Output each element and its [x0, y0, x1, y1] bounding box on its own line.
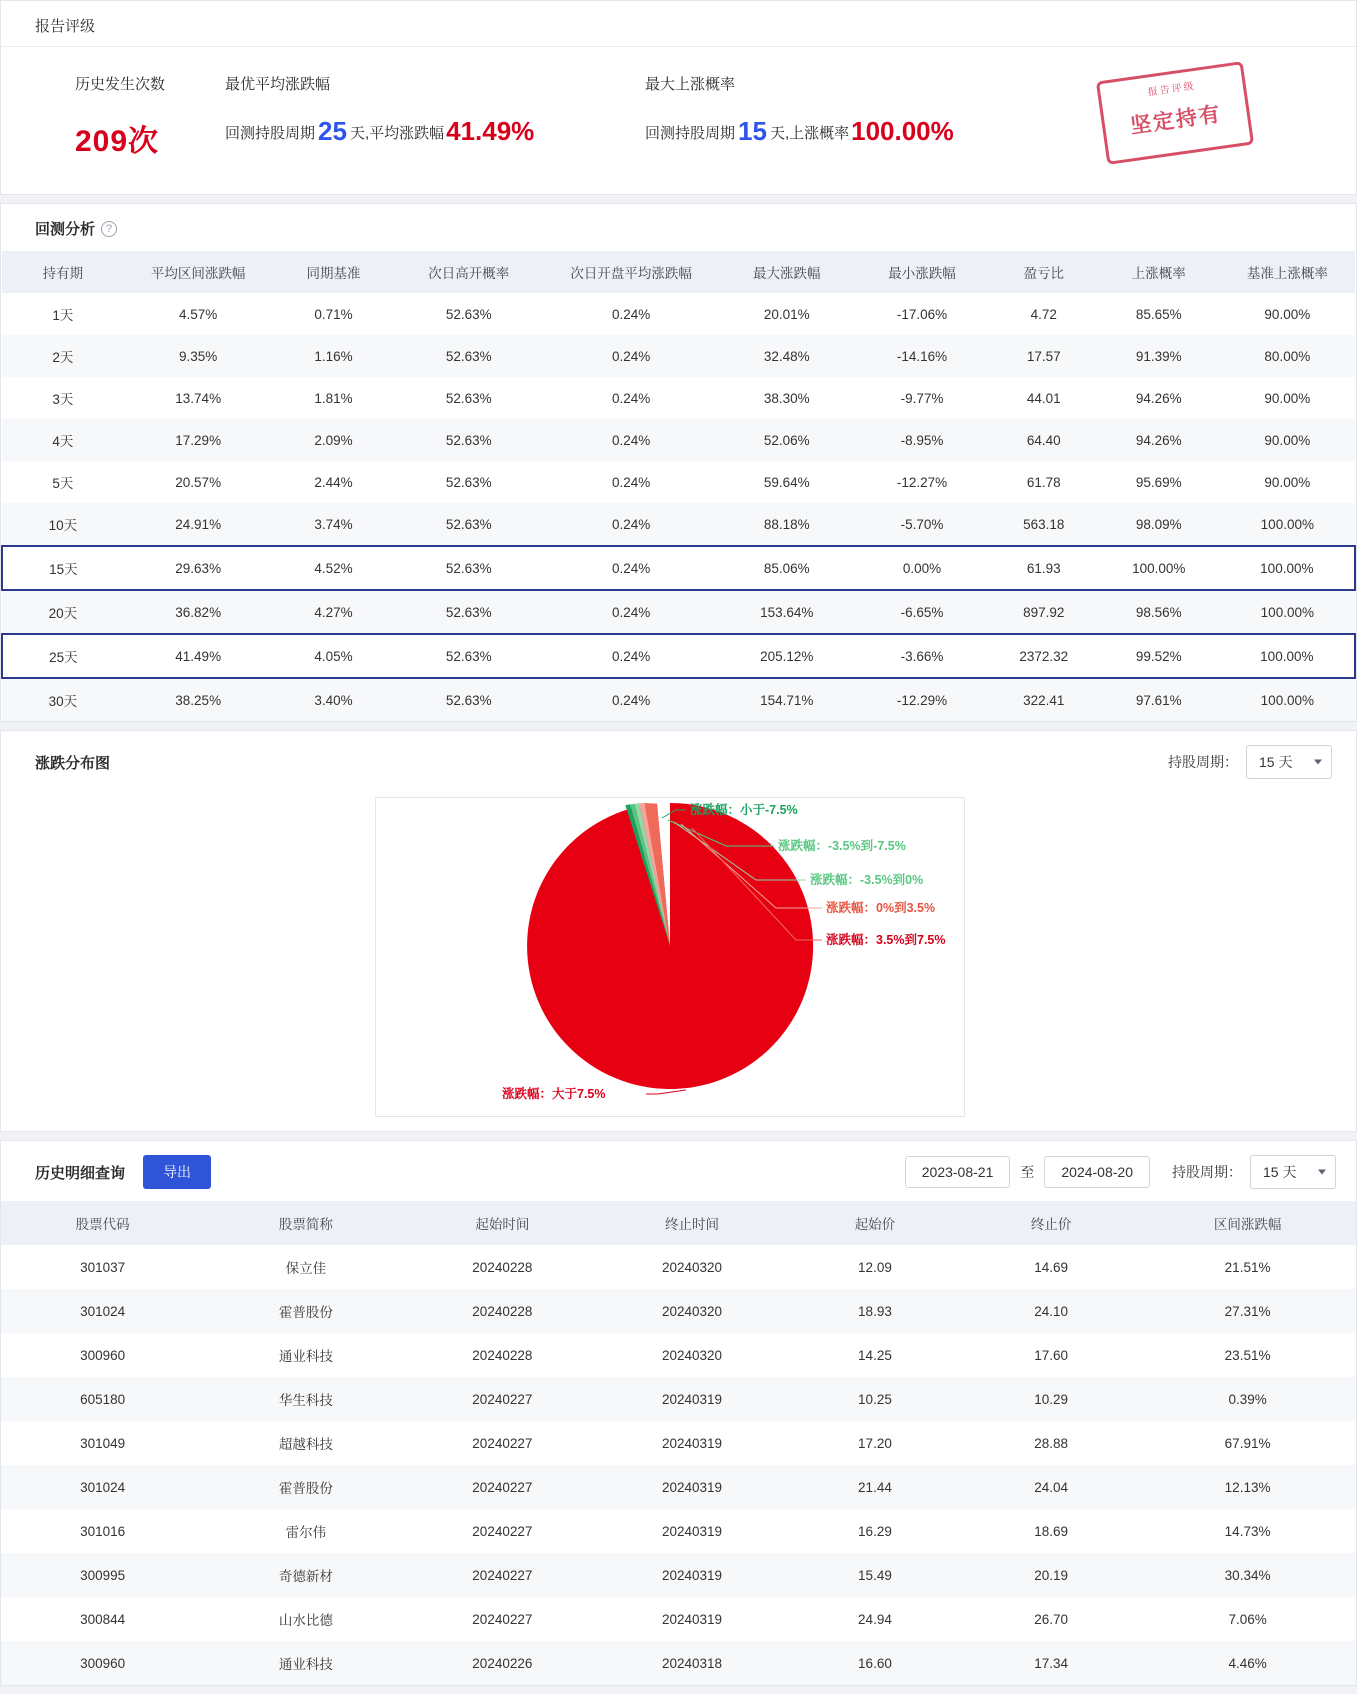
history-cell-end-date: 20240319: [661, 1479, 723, 1495]
backtest-cell: 2.09%: [314, 432, 353, 448]
col-next-day-gap-prob: 次日高开概率: [394, 251, 543, 293]
col-end-price: 终止价: [963, 1201, 1139, 1245]
backtest-cell: 98.56%: [1135, 604, 1182, 620]
pie-label-1: 涨跌幅：-3.5%到-7.5%: [778, 839, 906, 853]
backtest-cell: 0.24%: [611, 604, 651, 620]
date-separator: 至: [1020, 1164, 1035, 1180]
history-cell-start-date: 20240227: [472, 1567, 533, 1583]
history-period-select[interactable]: [1250, 1155, 1336, 1189]
history-cell-start-price: 16.60: [858, 1655, 892, 1671]
backtest-cell: [2, 634, 124, 678]
backtest-cell: 4.72: [1030, 306, 1057, 322]
col-start-date: 起始时间: [408, 1201, 598, 1245]
max-prob-days: 15: [738, 116, 767, 146]
backtest-cell: 100.00%: [1260, 516, 1314, 532]
history-cell-end-date: 20240318: [661, 1655, 723, 1671]
history-cell-stock-code: 300960: [80, 1347, 126, 1363]
history-cell-range-change: 7.06%: [1228, 1611, 1267, 1627]
backtest-cell: 85.06%: [719, 546, 854, 590]
backtest-cell: 95.69%: [1135, 474, 1182, 490]
col-start-price: 起始价: [787, 1201, 963, 1245]
max-prob-prefix: 回测持股周期: [645, 125, 736, 142]
table-row: [1, 1465, 1356, 1509]
history-cell-end-price: 17.60: [1034, 1347, 1068, 1363]
rating-stamp: [1101, 57, 1251, 169]
backtest-cell: 563.18: [1023, 516, 1065, 532]
backtest-cell: -5.70%: [900, 516, 944, 532]
table-row: [1, 1245, 1356, 1289]
backtest-cell: 59.64%: [763, 474, 810, 490]
table-row: [1, 1333, 1356, 1377]
backtest-cell: 90.00%: [1264, 432, 1311, 448]
backtest-cell: 44.01: [1026, 390, 1061, 406]
backtest-cell: 100.00%: [1260, 604, 1314, 620]
backtest-row: [2, 461, 1355, 503]
table-row: [1, 1377, 1356, 1421]
history-cell-start-date: 20240227: [472, 1611, 533, 1627]
backtest-row: [2, 678, 1355, 721]
history-cell-stock-name[interactable]: 山水比德: [278, 1613, 333, 1628]
distribution-period-control: [1168, 745, 1332, 779]
backtest-cell: 205.12%: [719, 634, 854, 678]
best-avg-days: 25: [318, 116, 347, 146]
col-up-prob: 上涨概率: [1098, 251, 1220, 293]
backtest-cell: 52.63%: [445, 432, 492, 448]
history-cell-range-change: 67.91%: [1224, 1435, 1271, 1451]
backtest-cell: 38.25%: [175, 692, 222, 708]
pie-label-2: 涨跌幅：-3.5%到0%: [810, 873, 924, 887]
history-table: [1, 1201, 1356, 1685]
rating-col-occurrences: [35, 73, 225, 160]
backtest-row: [2, 590, 1355, 634]
rating-body: [1, 47, 1356, 194]
history-cell-end-price: 18.69: [1034, 1523, 1068, 1539]
backtest-cell: 94.26%: [1135, 390, 1182, 406]
backtest-cell: 97.61%: [1135, 692, 1182, 708]
history-cell-range-change: 30.34%: [1224, 1567, 1271, 1583]
backtest-cell: -3.66%: [854, 634, 989, 678]
backtest-cell: 30天: [48, 694, 78, 709]
backtest-row: [2, 419, 1355, 461]
occurrences-label: 历史发生次数: [75, 76, 166, 93]
pie-chart-svg: [376, 798, 964, 1116]
backtest-cell: 0.24%: [611, 516, 651, 532]
backtest-cell: 4天: [52, 434, 74, 449]
history-table-body: [1, 1245, 1356, 1685]
history-cell-stock-name[interactable]: 通业科技: [278, 1657, 333, 1672]
history-cell-end-date: 20240319: [661, 1391, 723, 1407]
backtest-cell: -17.06%: [896, 306, 948, 322]
distribution-period-select[interactable]: [1246, 745, 1332, 779]
backtest-cell: 90.00%: [1264, 390, 1311, 406]
history-cell-end-date: 20240319: [661, 1523, 723, 1539]
backtest-cell: 0.24%: [543, 634, 719, 678]
history-period-control: [1172, 1155, 1336, 1189]
best-avg-pct: 41.49%: [446, 116, 535, 146]
backtest-cell: 52.63%: [394, 634, 543, 678]
backtest-cell: [2, 546, 124, 590]
distribution-period-value: 15 天: [1259, 754, 1293, 770]
rating-card: [0, 0, 1357, 195]
backtest-cell: 61.78: [1026, 474, 1061, 490]
backtest-cell: 52.63%: [445, 390, 492, 406]
history-cell-stock-code: 301016: [80, 1523, 126, 1539]
backtest-title-row: [1, 204, 1356, 251]
backtest-cell: 3天: [52, 392, 74, 407]
backtest-cell: 100.00%: [1098, 546, 1220, 590]
date-to-input[interactable]: 2024-08-20: [1044, 1156, 1150, 1188]
backtest-cell: 13.74%: [175, 390, 222, 406]
pie-label-5: 涨跌幅：大于7.5%: [502, 1087, 606, 1101]
history-cell-stock-name[interactable]: 保立佳: [285, 1261, 327, 1276]
pie-label-0: 涨跌幅：小于-7.5%: [690, 803, 798, 817]
backtest-cell: 52.63%: [445, 348, 492, 364]
history-cell-stock-name[interactable]: 霍普股份: [278, 1305, 333, 1320]
backtest-cell: 29.63%: [124, 546, 273, 590]
best-avg-label: 最优平均涨跌幅: [225, 76, 331, 93]
history-filters: [905, 1155, 1336, 1189]
history-cell-stock-name[interactable]: 超越科技: [278, 1437, 333, 1452]
backtest-cell: 0.24%: [611, 390, 651, 406]
history-period-value: 15 天: [1263, 1164, 1297, 1180]
backtest-cell: 38.30%: [763, 390, 810, 406]
history-cell-end-date: 20240319: [661, 1567, 723, 1583]
history-cell-end-price: 10.29: [1034, 1391, 1068, 1407]
history-cell-range-change: 23.51%: [1224, 1347, 1271, 1363]
history-cell-stock-code: 301049: [80, 1435, 126, 1451]
history-cell-stock-name[interactable]: 霍普股份: [278, 1481, 333, 1496]
history-cell-start-price: 12.09: [858, 1259, 892, 1275]
backtest-cell: 4.05%: [273, 634, 395, 678]
backtest-cell: 4.52%: [273, 546, 395, 590]
backtest-cell: 100.00%: [1220, 634, 1355, 678]
history-cell-end-price: 28.88: [1034, 1435, 1068, 1451]
distribution-chart: [375, 797, 965, 1117]
table-row: [1, 1597, 1356, 1641]
history-cell-stock-name[interactable]: 奇德新材: [278, 1569, 333, 1584]
chevron-down-icon: [1318, 1170, 1326, 1175]
col-next-day-open-avg: 次日开盘平均涨跌幅: [543, 251, 719, 293]
history-cell-range-change: 4.46%: [1228, 1655, 1267, 1671]
backtest-cell: 20.01%: [763, 306, 810, 322]
rating-col-best-avg: [225, 73, 645, 147]
col-benchmark-up-prob: 基准上涨概率: [1220, 251, 1355, 293]
history-cell-start-date: 20240228: [472, 1259, 533, 1275]
backtest-cell: 0.24%: [611, 692, 651, 708]
history-cell-start-date: 20240227: [472, 1479, 533, 1495]
backtest-cell: 90.00%: [1264, 306, 1311, 322]
backtest-cell: 100.00%: [1220, 546, 1355, 590]
backtest-cell: 61.93: [990, 546, 1098, 590]
backtest-cell: 0.24%: [611, 474, 651, 490]
history-card: [0, 1140, 1357, 1686]
distribution-title: 涨跌分布图: [35, 754, 111, 772]
backtest-cell: 20天: [48, 606, 78, 621]
backtest-cell: 0.00%: [854, 546, 989, 590]
history-cell-stock-code: 300995: [80, 1567, 126, 1583]
backtest-row: [2, 634, 1355, 678]
backtest-cell: 897.92: [1023, 604, 1065, 620]
backtest-header-row: [2, 251, 1355, 293]
backtest-row: [2, 503, 1355, 546]
backtest-cell: 1.16%: [314, 348, 353, 364]
max-prob-pct: 100.00%: [851, 116, 954, 146]
backtest-cell: 52.63%: [445, 474, 492, 490]
best-avg-mid: 天,平均涨跌幅: [349, 125, 445, 142]
history-cell-stock-code: 301024: [80, 1303, 126, 1319]
history-cell-range-change: 12.13%: [1224, 1479, 1271, 1495]
backtest-cell: 36.82%: [175, 604, 222, 620]
backtest-table: [1, 251, 1356, 721]
max-prob-line: [645, 116, 1055, 147]
backtest-cell: 2372.32: [990, 634, 1098, 678]
history-cell-range-change: 27.31%: [1224, 1303, 1271, 1319]
history-cell-stock-code: 300960: [80, 1655, 126, 1671]
backtest-cell: -12.27%: [896, 474, 948, 490]
history-header-row: [1, 1201, 1356, 1245]
rating-stamp-main: 坚定持有: [1128, 102, 1224, 139]
table-row: [1, 1509, 1356, 1553]
history-cell-end-price: 24.10: [1034, 1303, 1068, 1319]
backtest-cell: 1.81%: [314, 390, 353, 406]
distribution-header: [1, 731, 1356, 791]
backtest-cell: 0.24%: [611, 306, 651, 322]
history-cell-start-date: 20240227: [472, 1523, 533, 1539]
backtest-cell: 4.57%: [179, 306, 218, 322]
col-profit-loss-ratio: 盈亏比: [990, 251, 1098, 293]
history-cell-start-date: 20240227: [472, 1391, 533, 1407]
backtest-cell: 24.91%: [175, 516, 222, 532]
max-prob-label: 最大上涨概率: [645, 76, 736, 93]
backtest-cell: 2天: [52, 350, 74, 365]
history-cell-end-price: 17.34: [1034, 1655, 1068, 1671]
backtest-cell: 52.63%: [445, 516, 492, 532]
history-cell-start-price: 16.29: [858, 1523, 892, 1539]
pie-label-4: 涨跌幅：3.5%到7.5%: [826, 933, 946, 947]
backtest-row: [2, 335, 1355, 377]
backtest-cell: 0.24%: [543, 546, 719, 590]
col-stock-name: 股票简称: [204, 1201, 407, 1245]
backtest-cell: 80.00%: [1264, 348, 1311, 364]
history-cell-stock-code: 605180: [80, 1391, 126, 1407]
backtest-card: [0, 203, 1357, 722]
backtest-cell: 20.57%: [175, 474, 222, 490]
backtest-cell: 91.39%: [1135, 348, 1182, 364]
backtest-cell: -8.95%: [900, 432, 944, 448]
backtest-cell: 17.57: [1026, 348, 1061, 364]
history-cell-start-price: 17.20: [858, 1435, 892, 1451]
backtest-cell: 90.00%: [1264, 474, 1311, 490]
col-max-change: 最大涨跌幅: [719, 251, 854, 293]
backtest-cell: 52.63%: [445, 604, 492, 620]
history-period-label: 持股周期：: [1172, 1164, 1242, 1180]
backtest-cell: 52.63%: [445, 306, 492, 322]
best-avg-prefix: 回测持股周期: [225, 125, 316, 142]
history-cell-end-date: 20240320: [661, 1259, 723, 1275]
best-avg-line: [225, 116, 635, 147]
history-cell-stock-name[interactable]: 雷尔伟: [285, 1525, 327, 1540]
backtest-cell: 99.52%: [1098, 634, 1220, 678]
history-cell-end-price: 24.04: [1034, 1479, 1068, 1495]
backtest-cell: 88.18%: [763, 516, 810, 532]
backtest-cell: 3.74%: [314, 516, 353, 532]
history-cell-start-date: 20240227: [472, 1435, 533, 1451]
history-header: [1, 1141, 1356, 1201]
backtest-cell: 41.49%: [124, 634, 273, 678]
chevron-down-icon: [1314, 760, 1322, 765]
col-avg-range-change: 平均区间涨跌幅: [124, 251, 273, 293]
history-table-head: [1, 1201, 1356, 1245]
table-row: [1, 1421, 1356, 1465]
backtest-cell-text: 25天: [49, 650, 78, 665]
col-end-date: 终止时间: [597, 1201, 787, 1245]
backtest-cell: 52.63%: [394, 546, 543, 590]
backtest-cell: 10天: [48, 518, 78, 533]
history-cell-end-price: 20.19: [1034, 1567, 1068, 1583]
backtest-row: [2, 377, 1355, 419]
backtest-cell: 2.44%: [314, 474, 353, 490]
history-cell-range-change: 14.73%: [1224, 1523, 1271, 1539]
history-cell-start-price: 21.44: [858, 1479, 892, 1495]
backtest-cell: 0.24%: [611, 432, 651, 448]
history-cell-end-date: 20240320: [661, 1303, 723, 1319]
backtest-cell: 9.35%: [179, 348, 218, 364]
backtest-row: [2, 546, 1355, 590]
backtest-cell: -6.65%: [900, 604, 944, 620]
occurrences-value: 209次: [75, 125, 160, 158]
backtest-cell: 85.65%: [1135, 306, 1182, 322]
history-cell-start-price: 15.49: [858, 1567, 892, 1583]
history-cell-stock-name[interactable]: 华生科技: [278, 1393, 333, 1408]
backtest-cell: 64.40: [1026, 432, 1061, 448]
backtest-cell: -9.77%: [900, 390, 944, 406]
backtest-cell: 100.00%: [1260, 692, 1314, 708]
history-cell-end-price: 26.70: [1034, 1611, 1068, 1627]
backtest-cell: -14.16%: [896, 348, 948, 364]
backtest-cell: 3.40%: [314, 692, 353, 708]
history-cell-range-change: 21.51%: [1224, 1259, 1271, 1275]
backtest-cell-text: 15天: [49, 562, 78, 577]
history-cell-stock-code: 300844: [80, 1611, 126, 1627]
backtest-cell: 0.71%: [314, 306, 353, 322]
backtest-cell: 1天: [52, 308, 74, 323]
backtest-table-body: [2, 293, 1355, 721]
history-cell-stock-code: 301037: [80, 1259, 126, 1275]
backtest-cell: 98.09%: [1135, 516, 1182, 532]
history-cell-start-price: 24.94: [858, 1611, 892, 1627]
history-cell-end-price: 14.69: [1034, 1259, 1068, 1275]
history-cell-end-date: 20240319: [661, 1611, 723, 1627]
backtest-cell: 5天: [52, 476, 74, 491]
col-min-change: 最小涨跌幅: [854, 251, 989, 293]
backtest-cell: 94.26%: [1135, 432, 1182, 448]
rating-col-max-prob: [645, 73, 1065, 147]
backtest-cell: 154.71%: [760, 692, 814, 708]
backtest-cell: 32.48%: [763, 348, 810, 364]
history-cell-end-date: 20240320: [661, 1347, 723, 1363]
max-prob-mid: 天,上涨概率: [769, 125, 850, 142]
rating-stamp-top: 报告评级: [1147, 80, 1197, 99]
history-cell-range-change: 0.39%: [1228, 1391, 1267, 1407]
table-row: [1, 1289, 1356, 1333]
backtest-cell: 322.41: [1023, 692, 1065, 708]
history-cell-stock-name[interactable]: 通业科技: [278, 1349, 333, 1364]
backtest-cell: 0.24%: [611, 348, 651, 364]
history-cell-start-price: 18.93: [858, 1303, 892, 1319]
question-icon[interactable]: ?: [101, 221, 117, 237]
backtest-cell: 4.27%: [314, 604, 353, 620]
backtest-cell: 17.29%: [175, 432, 222, 448]
distribution-card: [0, 730, 1357, 1132]
export-button[interactable]: 导出: [143, 1155, 211, 1189]
backtest-cell: 153.64%: [760, 604, 814, 620]
backtest-cell: -12.29%: [896, 692, 948, 708]
history-cell-end-date: 20240319: [661, 1435, 723, 1451]
history-cell-start-price: 14.25: [858, 1347, 892, 1363]
history-cell-start-price: 10.25: [858, 1391, 892, 1407]
backtest-table-head: [2, 251, 1355, 293]
table-row: [1, 1641, 1356, 1685]
history-cell-start-date: 20240228: [472, 1303, 533, 1319]
history-cell-stock-code: 301024: [80, 1479, 126, 1495]
col-stock-code: 股票代码: [1, 1201, 204, 1245]
history-cell-start-date: 20240228: [472, 1347, 533, 1363]
backtest-cell: 52.06%: [763, 432, 810, 448]
history-title: 历史明细查询: [35, 1164, 126, 1182]
distribution-period-label: 持股周期：: [1168, 754, 1238, 770]
date-from-input[interactable]: 2023-08-21: [905, 1156, 1011, 1188]
backtest-row: [2, 293, 1355, 335]
table-row: [1, 1553, 1356, 1597]
pie-label-3: 涨跌幅：0%到3.5%: [826, 901, 936, 915]
backtest-cell: 52.63%: [445, 692, 492, 708]
rating-header-title: 报告评级: [1, 1, 1356, 47]
col-benchmark: 同期基准: [273, 251, 395, 293]
rating-stamp-border: [1096, 61, 1254, 165]
backtest-title: 回测分析: [35, 221, 96, 238]
history-cell-start-date: 20240226: [472, 1655, 533, 1671]
col-holding-period: 持有期: [2, 251, 124, 293]
col-range-change: 区间涨跌幅: [1139, 1201, 1356, 1245]
